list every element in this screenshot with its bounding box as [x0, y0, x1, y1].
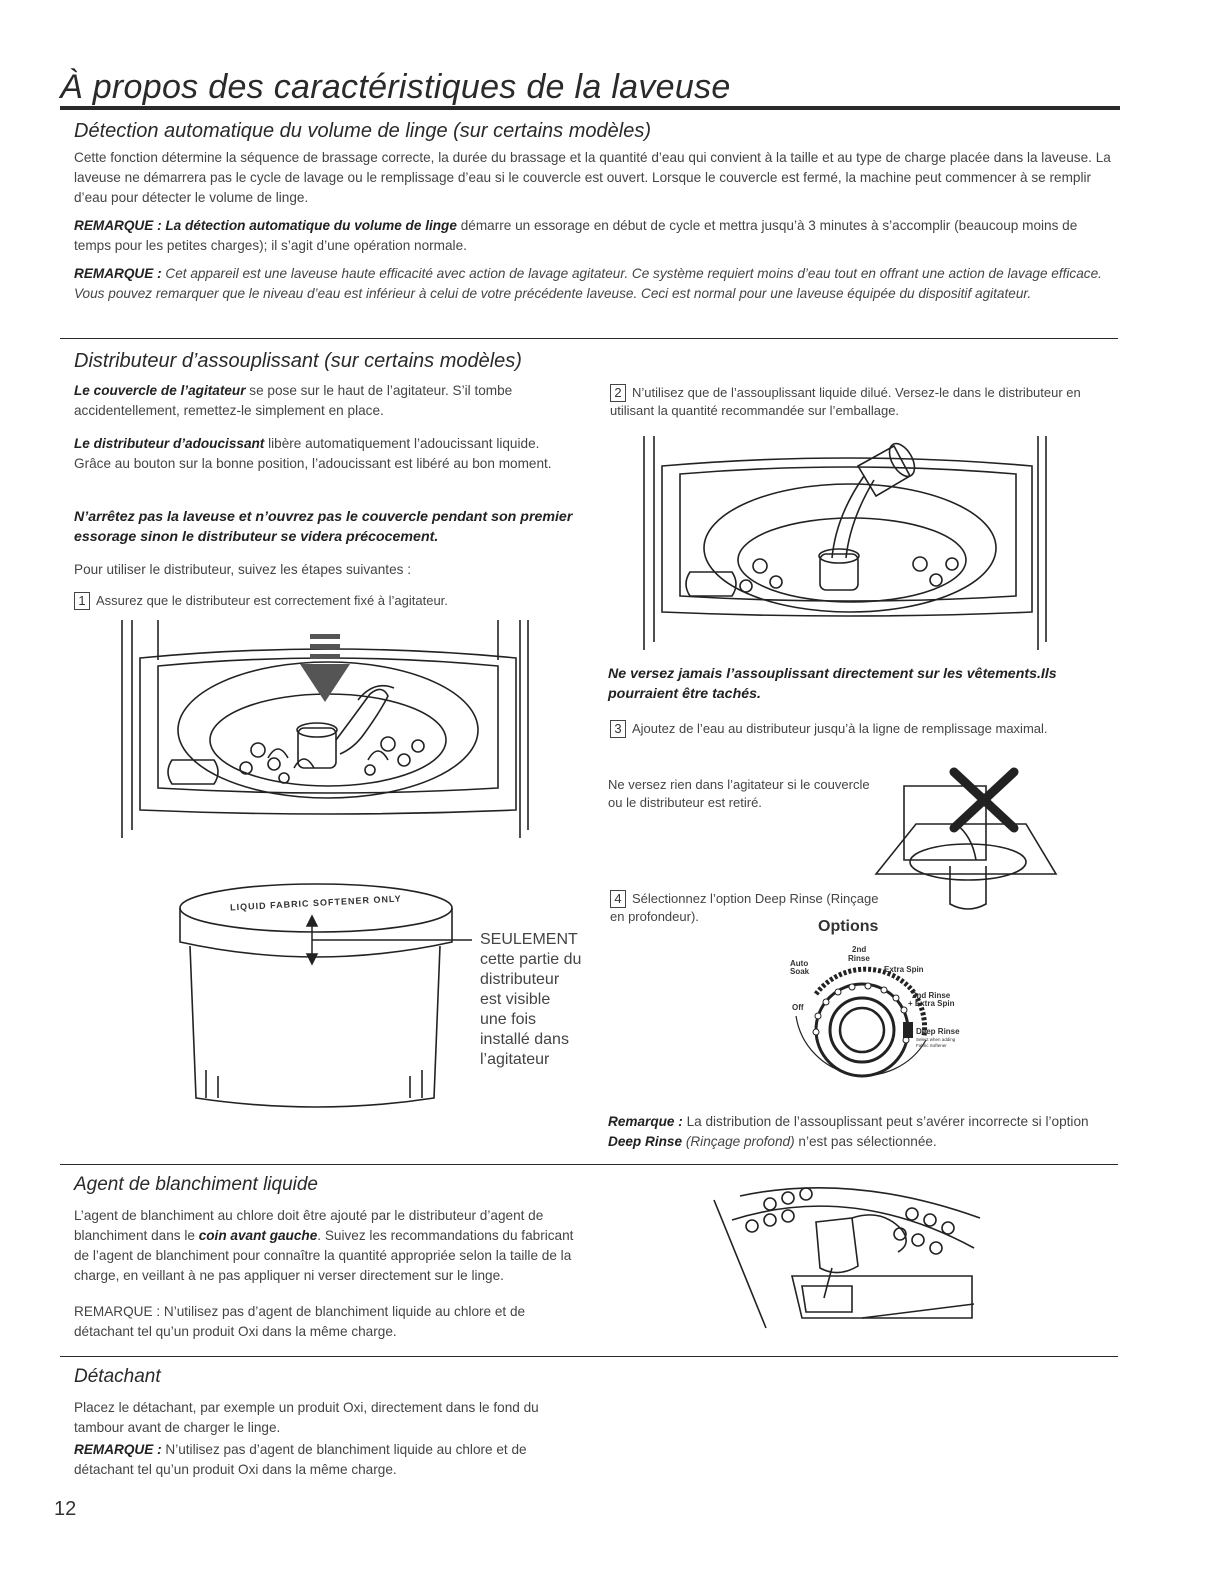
callout-line: l’agitateur — [480, 1051, 550, 1068]
dial-label: Select when adding — [916, 1037, 956, 1042]
dial-label: Auto — [790, 959, 809, 968]
bleach-body — [74, 1206, 574, 1286]
deep-rinse-translation: (Rinçage profond) — [682, 1134, 795, 1149]
step-2 — [610, 384, 1110, 420]
bleach-dispenser-illustration — [712, 1178, 982, 1338]
dial-label: Fabric Softener — [916, 1043, 947, 1048]
agitator-cap-label: Le couvercle de l’agitateur — [74, 383, 246, 398]
step-2-text: N’utilisez que de l’assouplissant liquide dilué. Versez-le dans le distributeur en utilisant la quantité recommandée sur l’emballage. — [610, 385, 1081, 418]
section-divider — [60, 338, 1118, 339]
callout-line: cette partie du — [480, 951, 582, 968]
stain-note — [74, 1440, 574, 1480]
callout-line: installé dans — [480, 1031, 569, 1048]
step-1-text: Assurez que le distributeur est correctement fixé à l’agitateur. — [96, 593, 448, 608]
softener-warning: Ne versez jamais l’assouplissant directement sur les vêtements.Ils pourraient être tachés. — [608, 666, 1057, 702]
deep-rinse-note-text: La distribution de l’assouplissant peut s’avérer incorrecte si l’option — [682, 1114, 1089, 1129]
pour-softener-illustration — [640, 436, 1060, 650]
step-2-number: 2 — [610, 384, 626, 402]
page-number: 12 — [54, 1498, 77, 1520]
detection-note-1-label: REMARQUE : La détection automatique du volume de linge — [74, 218, 457, 233]
deep-rinse-option: Deep Rinse — [608, 1134, 683, 1149]
callout-line: une fois — [480, 1011, 537, 1028]
options-dial[interactable] — [776, 940, 1006, 1090]
no-pour-illustration — [876, 764, 1056, 924]
step-3-number: 3 — [610, 720, 626, 738]
step-3 — [610, 720, 1080, 738]
dial-label: + Extra Spin — [908, 999, 955, 1008]
stain-heading: Détachant — [74, 1366, 161, 1387]
step-4-number: 4 — [610, 890, 626, 908]
page-title: À propos des caractéristiques de la laveuse — [60, 68, 731, 106]
bleach-body-text-end: . Suivez les recommandations du fabricant de l’agent de blanchiment pour connaître la quantité appropriée selon la taille de la charge, en veillant à ne pas appliquer ni verser directement sur le linge. — [74, 1228, 574, 1283]
detection-note-2-text: Cet appareil est une laveuse haute efficacité avec action de lavage agitateur. Ce système requiert moins d’eau tout en offrant une action de lavage efficace. Vous pouvez remarquer que le niveau d’eau est inférieur à celui de votre précédente laveuse. Ceci est normal pour une laveuse équipée du dispositif agitateur. — [74, 266, 1102, 301]
deep-rinse-note — [608, 1112, 1118, 1152]
agitator-cap-text — [74, 381, 594, 421]
deep-rinse-note-end: n’est pas sélectionnée. — [794, 1134, 937, 1149]
bleach-heading: Agent de blanchiment liquide — [74, 1174, 319, 1195]
title-rule — [60, 106, 1120, 110]
detection-note-2 — [74, 264, 1114, 304]
bleach-front-left: coin avant gauche — [198, 1228, 318, 1243]
dispenser-intro: Pour utiliser le distributeur, suivez les étapes suivantes : — [74, 562, 411, 577]
detection-note-1-text: démarre un essorage en début de cycle et mettra jusqu’à 3 minutes à s’accomplir (beaucoup moins de temps pour les petites charges); il s’agit d’une opération normale. — [74, 218, 1078, 253]
callout-line: est visible — [480, 991, 551, 1008]
dial-label: Off — [792, 1003, 804, 1012]
dial-label: Deep Rinse — [916, 1027, 960, 1036]
dial-label: 2nd — [852, 945, 867, 954]
dial-label: Rinse — [848, 954, 870, 963]
detection-body: Cette fonction détermine la séquence de brassage correcte, la durée du brassage et la quantité d’eau qui convient à la taille et au type de charge placée dans la laveuse. La laveuse ne démarrera pas le cycle de lavage ou le remplissage d’eau si le couvercle est ouvert. Lorsque le couvercle est fermé, la machine peut commencer à se remplir d’eau pour détecter le volume de linge. — [74, 150, 1111, 205]
dispenser-heading: Distributeur d’assouplissant (sur certains modèles) — [74, 350, 522, 372]
deep-rinse-note-label: Remarque : — [608, 1114, 683, 1129]
dial-label: Soak — [790, 967, 810, 976]
softener-dispenser-text — [74, 434, 574, 474]
softener-dispenser-body: libère automatiquement l’adoucissant liquide. Grâce au bouton sur la bonne position, l’adoucissant est libéré au bon moment. — [74, 436, 552, 471]
cup-label: LIQUID FABRIC SOFTENER ONLY — [229, 893, 402, 913]
stain-note-label: REMARQUE : — [74, 1442, 162, 1457]
section-divider — [60, 1356, 1118, 1357]
detection-note-1 — [74, 216, 1114, 256]
dial-label: 2nd Rinse — [912, 991, 951, 1000]
agitator-cap-body: se pose sur le haut de l’agitateur. S’il tombe accidentellement, remettez-le simplement en place. — [74, 383, 513, 418]
softener-dispenser-label: Le distributeur d’adoucissant — [74, 436, 265, 451]
bleach-note: REMARQUE : N’utilisez pas d’agent de blanchiment liquide au chlore et de détachant tel qu’un produit Oxi dans la même charge. — [74, 1304, 526, 1339]
dial-label: Extra Spin — [884, 965, 924, 974]
callout-line: distributeur — [480, 971, 560, 988]
section-divider — [60, 1164, 1118, 1165]
callout-line: SEULEMENT — [480, 931, 578, 948]
detection-heading: Détection automatique du volume de linge (sur certains modèles) — [74, 120, 651, 142]
visible-part-callout — [480, 930, 600, 1070]
dispenser-installation-illustration — [118, 620, 538, 838]
step-4-text: Sélectionnez l’option Deep Rinse (Rinçage en profondeur). — [610, 891, 879, 924]
no-pour-text: Ne versez rien dans l’agitateur si le couvercle ou le distributeur est retiré. — [608, 777, 870, 810]
step-3-text: Ajoutez de l’eau au distributeur jusqu’à la ligne de remplissage maximal. — [632, 721, 1048, 736]
step-1-number: 1 — [74, 592, 90, 610]
dispenser-warning: N’arrêtez pas la laveuse et n’ouvrez pas le couvercle pendant son premier essorage sinon le distributeur se videra précocement. — [74, 509, 573, 545]
options-dial-title: Options — [818, 918, 879, 935]
stain-note-text: N’utilisez pas d’agent de blanchiment liquide au chlore et de détachant tel qu’un produit Oxi dans la même charge. — [74, 1442, 527, 1477]
softener-cup-illustration — [176, 880, 476, 1130]
bleach-body-text: L’agent de blanchiment au chlore doit être ajouté par le distributeur d’agent de blanchiment dans le — [74, 1208, 544, 1243]
detection-note-2-label: REMARQUE : — [74, 266, 162, 281]
step-1 — [74, 592, 574, 610]
stain-body: Placez le détachant, par exemple un produit Oxi, directement dans le fond du tambour avant de charger le linge. — [74, 1400, 539, 1435]
